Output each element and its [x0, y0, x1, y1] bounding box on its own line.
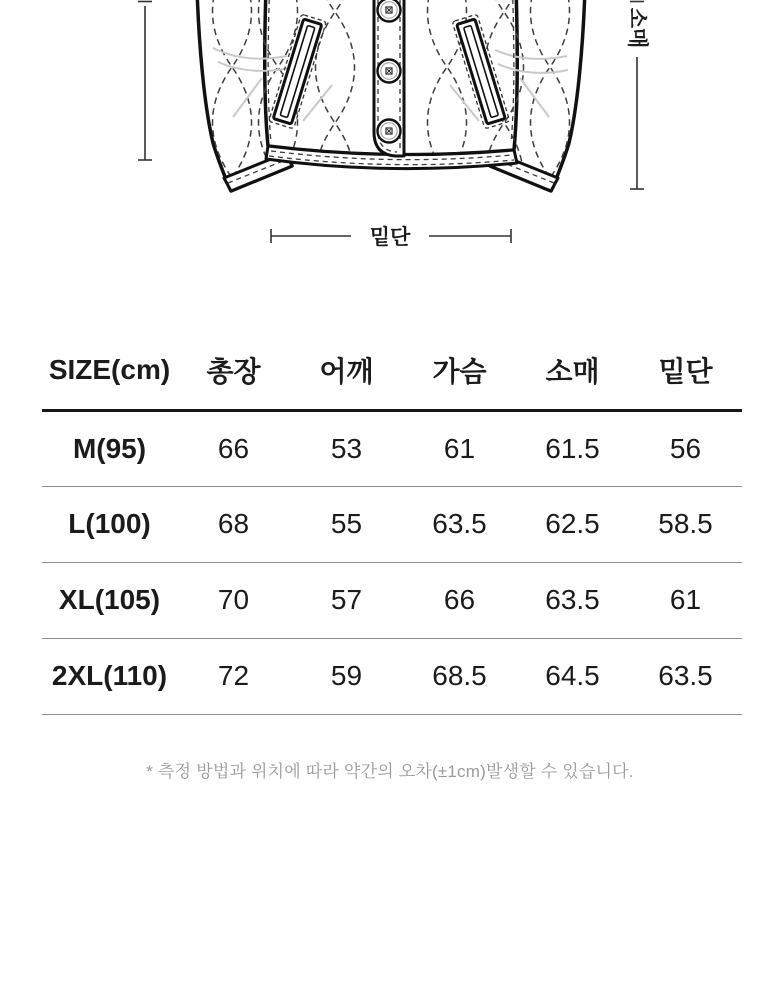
value-cell: 61 — [629, 562, 742, 638]
value-cell: 66 — [403, 562, 516, 638]
value-cell: 61.5 — [516, 410, 629, 486]
button-placket — [374, 0, 404, 156]
value-cell: 56 — [629, 410, 742, 486]
button-icon — [378, 60, 401, 83]
sleeve-measurement-label: 소매 — [625, 7, 649, 49]
hem-measurement-label: 밑단 — [369, 226, 411, 249]
length-measurement-line — [138, 2, 152, 161]
value-cell: 70 — [177, 562, 290, 638]
jacket-illustration — [0, 0, 780, 332]
col-header-sleeve: 소매 — [516, 332, 629, 410]
value-cell: 62.5 — [516, 486, 629, 562]
sleeve-measurement-line — [626, 2, 650, 190]
value-cell: 63.5 — [516, 562, 629, 638]
size-cell: L(100) — [42, 486, 177, 562]
value-cell: 53 — [290, 410, 403, 486]
size-table — [42, 332, 742, 715]
button-icon — [378, 120, 401, 143]
button-icon — [378, 0, 401, 22]
value-cell: 63.5 — [629, 638, 742, 714]
garment-diagram — [0, 0, 780, 332]
col-header-size: SIZE(cm) — [42, 332, 177, 410]
value-cell: 68 — [177, 486, 290, 562]
col-header-hem: 밑단 — [629, 332, 742, 410]
value-cell: 57 — [290, 562, 403, 638]
measurement-tolerance-note: * 측정 방법과 위치에 따라 약간의 오차(±1cm)발생할 수 있습니다. — [146, 761, 634, 781]
size-cell: 2XL(110) — [42, 638, 177, 714]
table-row-2xl — [42, 638, 742, 714]
value-cell: 63.5 — [403, 486, 516, 562]
size-cell: M(95) — [42, 410, 177, 486]
value-cell: 68.5 — [403, 638, 516, 714]
table-header-row — [42, 332, 742, 410]
value-cell: 64.5 — [516, 638, 629, 714]
value-cell: 55 — [290, 486, 403, 562]
value-cell: 58.5 — [629, 486, 742, 562]
col-header-length: 총장 — [177, 332, 290, 410]
size-cell: XL(105) — [42, 562, 177, 638]
table-row-m — [42, 410, 742, 486]
table-row-l — [42, 486, 742, 562]
hem-measurement-line — [271, 225, 511, 249]
col-header-shoulder: 어깨 — [290, 332, 403, 410]
value-cell: 66 — [177, 410, 290, 486]
value-cell: 72 — [177, 638, 290, 714]
col-header-chest: 가슴 — [403, 332, 516, 410]
table-row-xl — [42, 562, 742, 638]
value-cell: 61 — [403, 410, 516, 486]
value-cell: 59 — [290, 638, 403, 714]
